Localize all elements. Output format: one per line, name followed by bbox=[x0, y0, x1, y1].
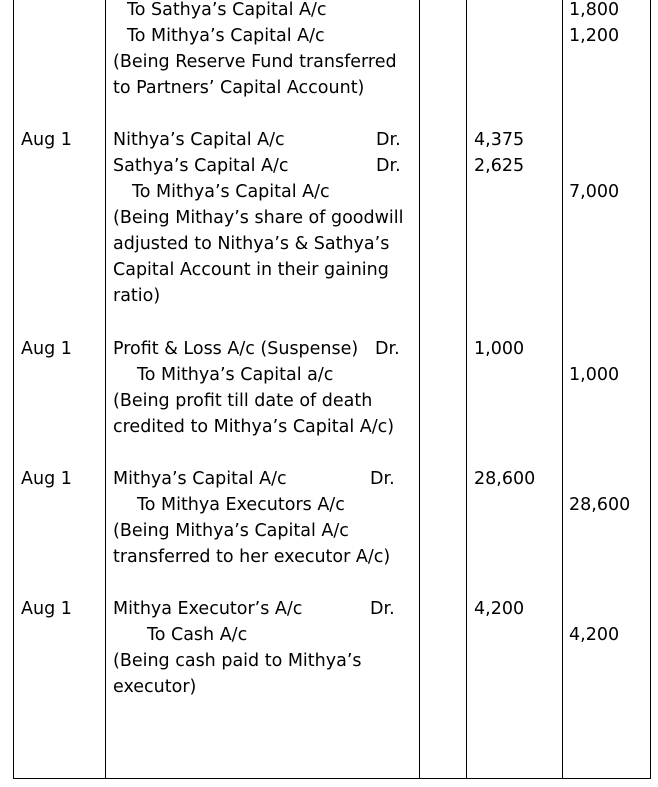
entry-date: Aug 1 bbox=[21, 599, 72, 619]
column-divider-lf bbox=[466, 0, 467, 779]
particulars-line: (Being cash paid to Mithya’s bbox=[113, 651, 362, 671]
credit-amount: 4,200 bbox=[569, 625, 620, 645]
particulars-line: (Being Mithya’s Capital A/c bbox=[113, 521, 349, 541]
debit-amount: 1,000 bbox=[474, 339, 525, 359]
particulars-line: ratio) bbox=[113, 286, 161, 306]
column-divider-debit bbox=[562, 0, 563, 779]
particulars-line: to Partners’ Capital Account) bbox=[113, 78, 365, 98]
particulars-line: Mithya’s Capital A/c bbox=[113, 469, 287, 489]
column-divider-date bbox=[105, 0, 106, 779]
particulars-line: Sathya’s Capital A/c bbox=[113, 156, 289, 176]
entry-date: Aug 1 bbox=[21, 469, 72, 489]
particulars-line: credited to Mithya’s Capital A/c) bbox=[113, 417, 395, 437]
particulars-line: transferred to her executor A/c) bbox=[113, 547, 391, 567]
particulars-line: To Mithya’s Capital A/c bbox=[127, 26, 325, 46]
debit-amount: 4,200 bbox=[474, 599, 525, 619]
dr-mark: Dr. bbox=[376, 130, 401, 150]
entry-date: Aug 1 bbox=[21, 339, 72, 359]
dr-mark: Dr. bbox=[376, 156, 401, 176]
particulars-line: Profit & Loss A/c (Suspense) bbox=[113, 339, 359, 359]
dr-mark: Dr. bbox=[370, 469, 395, 489]
particulars-line: (Being profit till date of death bbox=[113, 391, 373, 411]
dr-mark: Dr. bbox=[375, 339, 400, 359]
debit-amount: 2,625 bbox=[474, 156, 525, 176]
particulars-line: Mithya Executor’s A/c bbox=[113, 599, 303, 619]
particulars-line: Capital Account in their gaining bbox=[113, 260, 389, 280]
particulars-line: (Being Reserve Fund transferred bbox=[113, 52, 397, 72]
credit-amount: 7,000 bbox=[569, 182, 620, 202]
debit-amount: 4,375 bbox=[474, 130, 525, 150]
column-divider-particulars bbox=[419, 0, 420, 779]
table-border-right bbox=[650, 0, 651, 779]
particulars-line: adjusted to Nithya’s & Sathya’s bbox=[113, 234, 390, 254]
particulars-line: To Sathya’s Capital A/c bbox=[127, 0, 327, 20]
particulars-line: (Being Mithay’s share of goodwill bbox=[113, 208, 404, 228]
table-border-bottom bbox=[13, 778, 650, 779]
particulars-line: Nithya’s Capital A/c bbox=[113, 130, 285, 150]
credit-amount: 28,600 bbox=[569, 495, 631, 515]
particulars-line: To Mithya Executors A/c bbox=[137, 495, 345, 515]
credit-amount: 1,000 bbox=[569, 365, 620, 385]
particulars-line: executor) bbox=[113, 677, 197, 697]
entry-date: Aug 1 bbox=[21, 130, 72, 150]
dr-mark: Dr. bbox=[370, 599, 395, 619]
particulars-line: To Mithya’s Capital A/c bbox=[132, 182, 330, 202]
credit-amount: 1,800 bbox=[569, 0, 620, 20]
debit-amount: 28,600 bbox=[474, 469, 536, 489]
table-border-left bbox=[13, 0, 14, 779]
credit-amount: 1,200 bbox=[569, 26, 620, 46]
particulars-line: To Cash A/c bbox=[147, 625, 248, 645]
particulars-line: To Mithya’s Capital a/c bbox=[137, 365, 334, 385]
